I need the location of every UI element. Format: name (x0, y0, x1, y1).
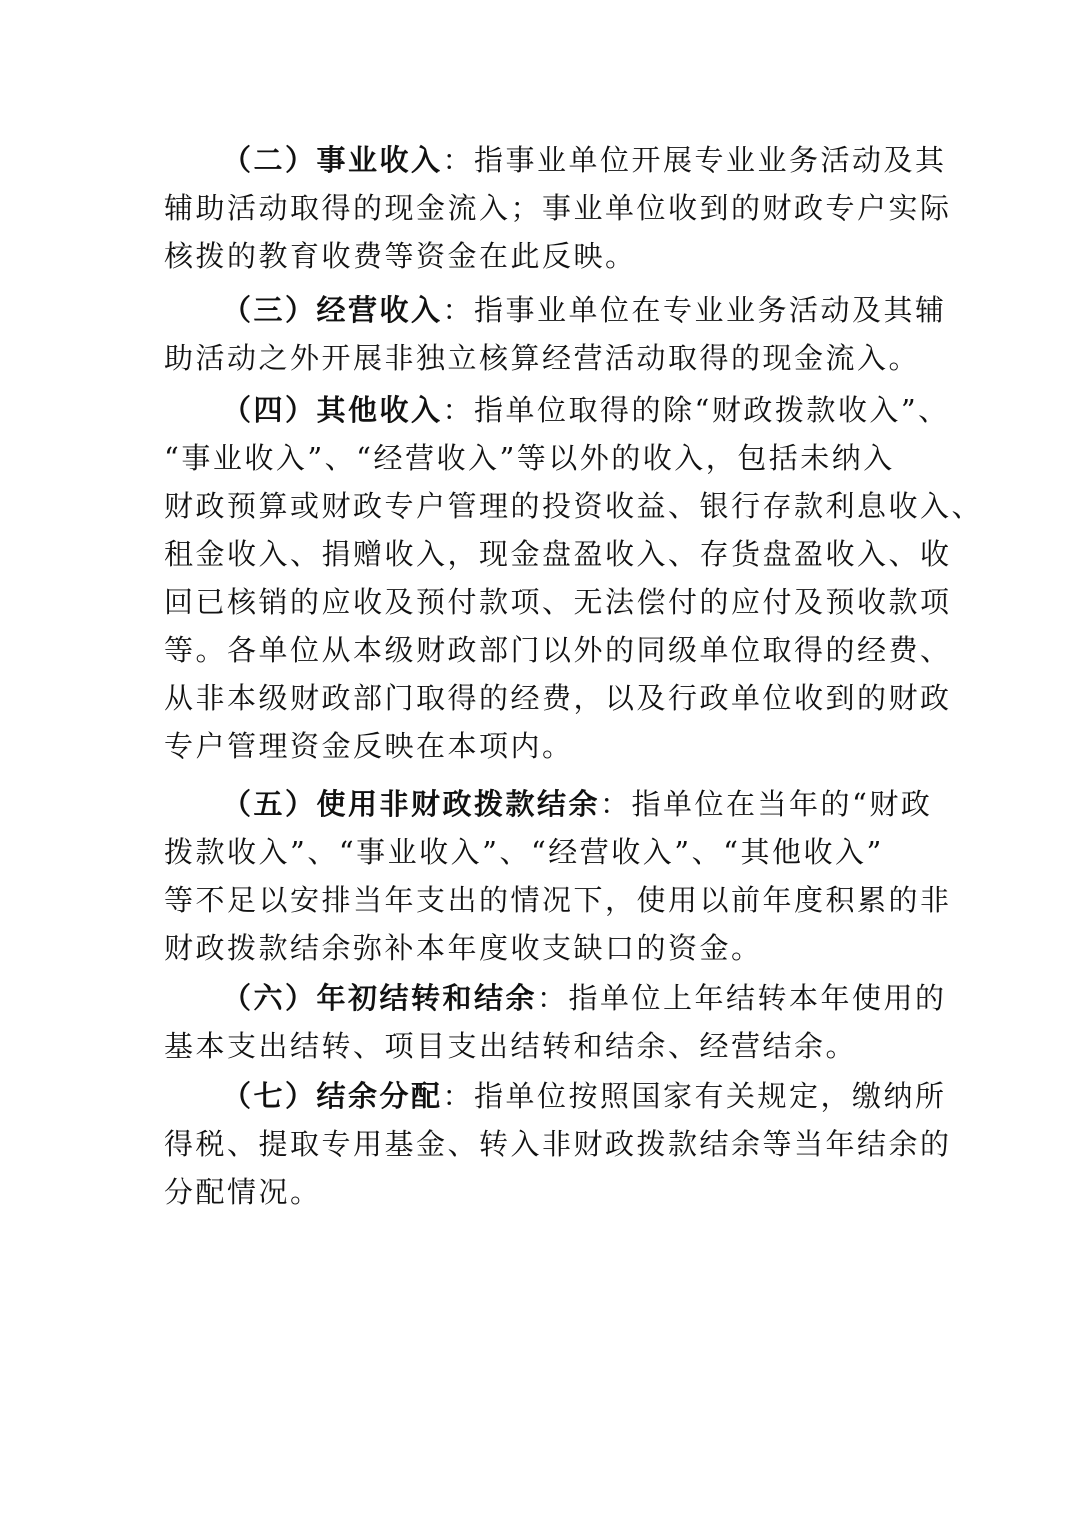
paragraph-first-line (164, 1072, 947, 1120)
paragraph-line: 财政预算或财政专户管理的投资收益、银行存款利息收入、 (164, 489, 984, 523)
paragraph-text: ：指单位在当年的“财政 (600, 787, 933, 821)
paragraph-text: ：指单位取得的除“财政拨款收入”、 (442, 393, 950, 427)
paragraph-line: 基本支出结转、项目支出结转和结余、经营结余。 (164, 1029, 858, 1063)
section-other-income (164, 386, 984, 770)
paragraph-line: 等。各单位从本级财政部门以外的同级单位取得的经费、 (164, 633, 952, 667)
section-surplus-distribution (164, 1072, 952, 1216)
section-heading: （二）事业收入 (222, 143, 443, 177)
section-heading: （四）其他收入 (222, 393, 443, 427)
section-non-fiscal-balance (164, 780, 952, 972)
paragraph-first-line (164, 386, 950, 434)
paragraph-text: ：指事业单位在专业业务活动及其辅 (442, 293, 947, 327)
paragraph-line: 辅助活动取得的现金流入；事业单位收到的财政专户实际 (164, 191, 952, 225)
section-shiye-income (164, 136, 952, 280)
paragraph-first-line (164, 136, 947, 184)
paragraph-text: ：指单位上年结转本年使用的 (537, 981, 947, 1015)
section-heading: （六）年初结转和结余 (222, 981, 538, 1015)
paragraph-line: 租金收入、捐赠收入，现金盘盈收入、存货盘盈收入、收 (164, 537, 952, 571)
paragraph-first-line (164, 286, 947, 334)
section-jingying-income (164, 286, 947, 382)
paragraph-line: 财政拨款结余弥补本年度收支缺口的资金。 (164, 931, 763, 965)
paragraph-text: ：指单位按照国家有关规定，缴纳所 (442, 1079, 947, 1113)
paragraph-line: 助活动之外开展非独立核算经营活动取得的现金流入。 (164, 341, 921, 375)
section-heading: （五）使用非财政拨款结余 (222, 787, 601, 821)
paragraph-line: 从非本级财政部门取得的经费，以及行政单位收到的财政 (164, 681, 952, 715)
paragraph-line: 等不足以安排当年支出的情况下，使用以前年度积累的非 (164, 883, 952, 917)
paragraph-line: 得税、提取专用基金、转入非财政拨款结余等当年结余的 (164, 1127, 952, 1161)
section-heading: （七）结余分配 (222, 1079, 443, 1113)
section-heading: （三）经营收入 (222, 293, 443, 327)
section-carryover-balance (164, 974, 947, 1070)
paragraph-line: 回已核销的应收及预付款项、无法偿付的应付及预收款项 (164, 585, 952, 619)
paragraph-first-line (164, 974, 947, 1022)
paragraph-line: 拨款收入”、“事业收入”、“经营收入”、“其他收入” (164, 835, 884, 869)
paragraph-text: ：指事业单位开展专业业务活动及其 (442, 143, 947, 177)
paragraph-first-line (164, 780, 933, 828)
paragraph-line: 分配情况。 (164, 1175, 322, 1209)
paragraph-line: “事业收入”、“经营收入”等以外的收入，包括未纳入 (164, 441, 895, 475)
paragraph-line: 核拨的教育收费等资金在此反映。 (164, 239, 637, 273)
paragraph-line: 专户管理资金反映在本项内。 (164, 729, 574, 763)
